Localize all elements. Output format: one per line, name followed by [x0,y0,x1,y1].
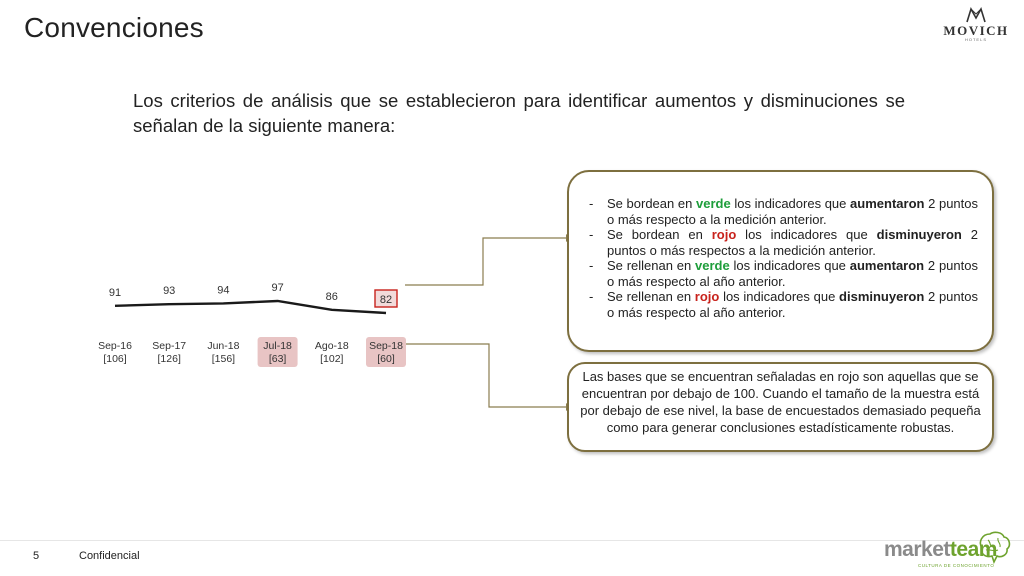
criteria-dash: - [589,227,594,242]
data-label: 93 [163,285,176,298]
criteria-color-word: verde [695,258,730,273]
criteria-bold-word: aumentaron [850,196,925,211]
criteria-bold-word: disminuyeron [876,227,962,242]
base-label: [156] [211,353,236,365]
base-label: [60] [377,353,395,365]
data-label: 91 [108,286,122,299]
data-label: 86 [325,290,338,303]
criteria-item [589,196,978,227]
criteria-text: 2 puntos o más respectos a la medición anterior. [607,227,979,258]
criteria-dash: - [589,196,594,211]
criteria-text: Se rellenan en [607,289,695,304]
criteria-list [569,172,992,320]
connector-values [405,238,566,285]
criteria-text: 2 puntos o más respecto a la medición anterior. [607,196,978,227]
logo-brand: MOVICH [943,23,1009,38]
criteria-item [589,258,978,289]
criteria-text: los indicadores que [719,289,840,304]
criteria-text: Se bordean en [607,227,712,242]
criteria-text: los indicadores que [729,258,850,273]
page-number: 5 [33,550,40,562]
connector-bases [405,344,566,407]
x-tick-label: Jul-18 [263,340,292,352]
x-tick-label: Sep-17 [152,340,187,352]
page-title: Convenciones [24,12,204,43]
logo-tagline: CULTURA DE CONOCIMIENTO [918,563,995,568]
marketteam-logo [884,528,1014,574]
criteria-dash: - [589,258,594,273]
criteria-color-word: rojo [694,289,720,304]
criteria-bold-word: aumentaron [849,258,925,273]
logo-part-team: team [949,538,997,561]
data-label: 94 [217,284,230,297]
base-label: [126] [157,353,181,365]
criteria-text: 2 puntos o más respecto al año anterior. [607,258,978,289]
logo-part-market: market [884,538,950,561]
base-label: [63] [268,353,287,365]
footer-divider [0,540,1024,541]
x-tick-label: Sep-16 [98,340,132,352]
data-label: 97 [271,282,284,294]
bases-box: Las bases que se encuentran señaladas en rojo son aquellas que se encuentran por debajo de 100. Cuando el tamaño de la muestra está por debajo de ese nivel, la base de encuestados demasiado pequeña como para generar conclusiones estadísticamente robustas. [567,362,994,452]
x-tick-label: Ago-18 [314,340,349,352]
series-line [115,301,386,313]
criteria-text: los indicadores que [736,227,877,242]
criteria-text: los indicadores que [730,196,851,211]
base-label: [102] [320,353,344,365]
x-tick-label: Jun-18 [207,340,240,352]
criteria-dash: - [589,289,594,304]
x-tick-label: Sep-18 [369,340,403,352]
criteria-item [589,227,978,258]
data-label: 82 [379,294,393,306]
criteria-text: Se rellenan en [607,258,696,273]
confidential-label: Confidencial [79,550,140,562]
criteria-box [567,170,994,352]
criteria-color-word: verde [695,196,731,211]
criteria-text: 2 puntos o más respecto al año anterior. [607,289,978,320]
criteria-color-word: rojo [711,227,737,242]
intro-text: Los criterios de análisis que se establecieron para identificar aumentos y disminuciones se señalan de la siguiente manera: [133,90,905,136]
brain-icon [976,530,1012,564]
logo-sub: HOTELS [964,37,987,42]
criteria-bold-word: disminuyeron [839,289,925,304]
criteria-text: Se bordean en [607,196,696,211]
base-label: [106] [103,353,127,365]
criteria-item [589,289,978,320]
